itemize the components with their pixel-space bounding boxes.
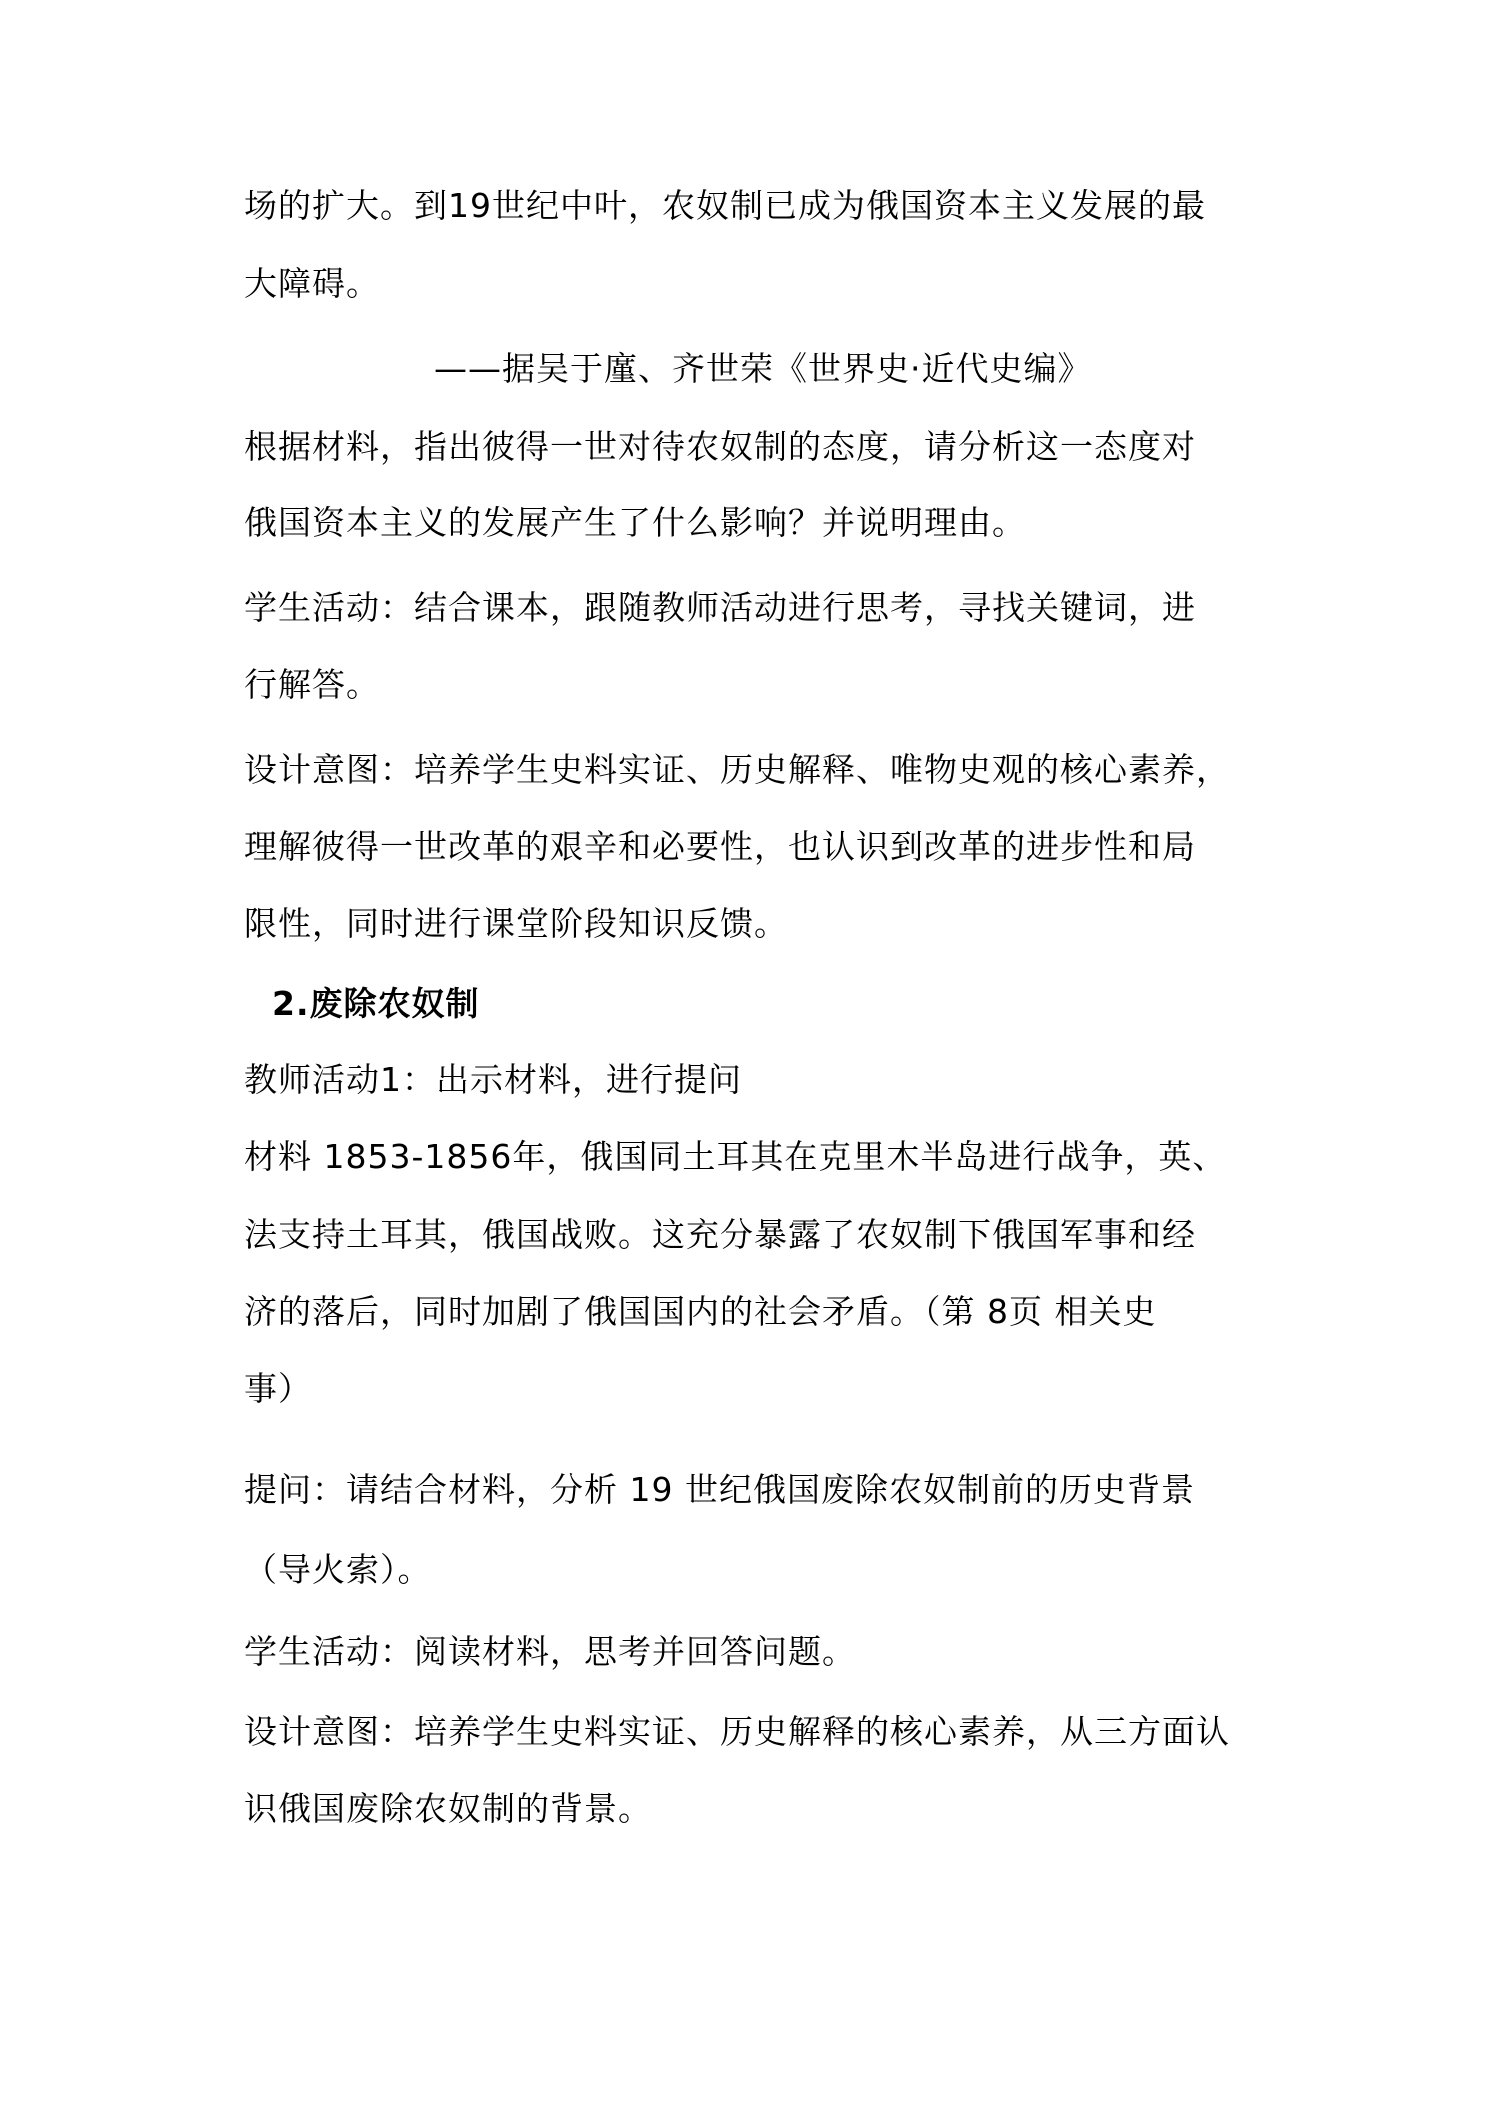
design-intent-line: 识俄国废除农奴制的背景。 [244, 1789, 652, 1828]
material-text-line: 事） [244, 1369, 312, 1408]
question-text-line: （导火索）。 [244, 1550, 432, 1589]
question-text-line: 提问：请结合材料，分析 19 世纪俄国废除农奴制前的历史背景 [244, 1470, 1195, 1509]
design-intent-line: 理解彼得一世改革的艰辛和必要性，也认识到改革的进步性和局 [244, 827, 1196, 866]
student-activity-line: 学生活动：结合课本，跟随教师活动进行思考，寻找关键词，进 [244, 588, 1196, 627]
teacher-activity-line: 教师活动1：出示材料，进行提问 [244, 1060, 742, 1099]
body-text-line: 大障碍。 [244, 264, 380, 303]
body-text-line: 场的扩大。到19世纪中叶，农奴制已成为俄国资本主义发展的最 [244, 186, 1206, 225]
question-text-line: 根据材料，指出彼得一世对待农奴制的态度，请分析这一态度对 [244, 427, 1196, 466]
material-text-line: 法支持土耳其，俄国战败。这充分暴露了农奴制下俄国军事和经 [244, 1215, 1196, 1254]
material-text-line: 济的落后，同时加剧了俄国国内的社会矛盾。（第 8页 相关史 [244, 1292, 1157, 1331]
question-text-line: 俄国资本主义的发展产生了什么影响？并说明理由。 [244, 503, 1026, 542]
citation-line: ——据吴于廑、齐世荣《世界史·近代史编》 [434, 349, 1092, 388]
student-activity-line: 行解答。 [244, 665, 380, 704]
material-text-line: 材料 1853-1856年，俄国同土耳其在克里木半岛进行战争，英、 [244, 1137, 1227, 1176]
design-intent-line: 设计意图：培养学生史料实证、历史解释、唯物史观的核心素养， [244, 750, 1230, 789]
design-intent-line: 设计意图：培养学生史料实证、历史解释的核心素养，从三方面认 [244, 1712, 1230, 1751]
section-heading: 2.废除农奴制 [272, 984, 480, 1023]
student-activity-line: 学生活动：阅读材料，思考并回答问题。 [244, 1632, 856, 1671]
design-intent-line: 限性，同时进行课堂阶段知识反馈。 [244, 904, 788, 943]
